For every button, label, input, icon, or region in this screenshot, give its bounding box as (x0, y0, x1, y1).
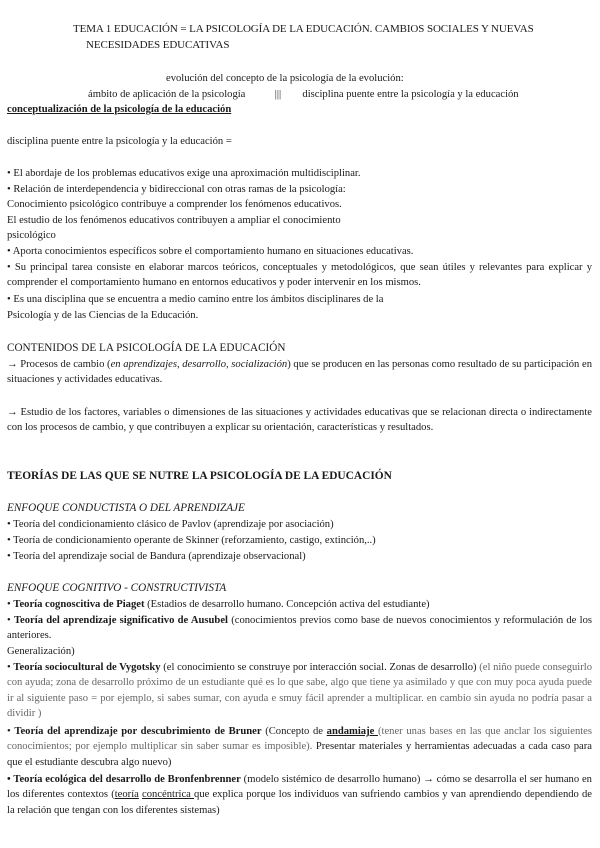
separator: ||| (274, 89, 282, 100)
cognitivo-item-5 (7, 772, 592, 818)
contenidos-heading: CONTENIDOS DE LA PSICOLOGÍA DE LA EDUCACIÓN (7, 342, 286, 354)
bullet-5b: Psicología y de las Ciencias de la Educación. (7, 310, 199, 321)
teoria-term: teoría (114, 789, 139, 801)
contenidos-item-2: → Estudio de los factores, variables o dimensiones de las situaciones y actividades educativas que se relacionan directa o indirectamente con los procesos de cambio, y que contribuyen a explicar su orientación, características y resultados. (7, 407, 592, 434)
bullet-4: • Su principal tarea consiste en elaborar marcos teóricos, conceptuales y metodológicos, que sean útiles y relevantes para explicar y comprender el comportamiento humano en entornos educativos y poder intervenir en los mismos. (7, 262, 592, 289)
bruner-desc-1: (Concepto de (261, 726, 327, 737)
bullet-2: • Relación de interdependencia y bidireccional con otras ramas de la psicología: (7, 184, 346, 195)
bronfenbrenner-desc-2: que explica porque los individuos van sufriendo cambios y van aprendiendo dependiendo de la relación que tengan con los diferentes sistemas) (7, 789, 593, 816)
vygotsky-desc: (el conocimiento se construye por interacción social. Zonas de desarrollo) (160, 662, 477, 673)
vygotsky-note: (el niño puede conseguirlo con ayuda; zona de desarrollo próximo de un estudiante qué es lo que sabe, algo que tiene ya asimilado y que con muy poca ayuda puede ir al siguiente paso = por ejemplo, si sabes sumar, con ayuda e smuy fácil aprender a multiplicar. en cambio sin ayuda no podría pasar a dividir ) (7, 662, 593, 720)
conductista-item-1: • Teoría del condicionamiento clásico de Pavlov (aprendizaje por asociación) (7, 519, 334, 530)
bullet-glyph: • (7, 615, 14, 626)
bullet-3: • Aporta conocimientos específicos sobre el comportamiento humano en situaciones educativas. (7, 246, 414, 257)
bullet-glyph: • (7, 726, 15, 737)
c1-post: ) que se producen en las personas como resultado de su participación en situaciones y actividades educativas. (7, 359, 592, 386)
cognitivo-item-3 (7, 660, 592, 722)
evolucion-line: evolución del concepto de la psicología de la evolución: (166, 73, 404, 84)
bronfenbrenner-desc-1: (modelo sistémico de desarrollo humano) → cómo se desarrolla el ser humano en los diferentes contextos ( (7, 774, 592, 801)
cognitivo-item-2 (7, 613, 592, 644)
conductista-item-2: • Teoría de condicionamiento operante de Skinner (reforzamiento, castigo, extinción,..) (7, 535, 376, 546)
bullet-2b: El estudio de los fenómenos educativos contribuyen a ampliar el conocimiento (7, 215, 341, 226)
cognitivo-item-1 (7, 597, 430, 612)
piaget-desc: (Estadios de desarrollo humano. Concepción activa del estudiante) (144, 599, 430, 610)
piaget-name: Teoría cognoscitiva de Piaget (13, 599, 145, 610)
bullet-glyph: • (7, 662, 14, 673)
vygotsky-name: Teoría sociocultural de Vygotsky (13, 662, 161, 673)
bullet-glyph: • (7, 599, 14, 610)
bruner-name: Teoría del aprendizaje por descubrimiento de Bruner (14, 726, 262, 737)
conceptualizacion-heading: conceptualización de la psicología de la educación (7, 104, 232, 115)
andamiaje-term: andamiaje (326, 726, 378, 737)
title-line-2: NECESIDADES EDUCATIVAS (86, 39, 230, 51)
teorias-heading: TEORÍAS DE LAS QUE SE NUTRE LA PSICOLOGÍA DE LA EDUCACIÓN (7, 470, 392, 482)
bullet-1: • El abordaje de los problemas educativos exige una aproximación multidisciplinar. (7, 168, 361, 179)
bruner-desc-2: Presentar materiales y herramientas adecuadas a cada caso para que el estudiante descubra algo nuevo) (7, 741, 592, 768)
conductista-heading: ENFOQUE CONDUCTISTA O DEL APRENDIZAJE (7, 502, 245, 514)
bullet-2c: psicológico (7, 230, 56, 241)
bullet-5: • Es una disciplina que se encuentra a medio camino entre los ámbitos disciplinares de la (7, 294, 384, 305)
ausubel-desc: (conocimientos previos como base de nuevos conocimientos y reformulación de los anteriores. (7, 615, 592, 642)
bullet-glyph: • (7, 774, 14, 785)
ambito-line (88, 87, 519, 102)
disciplina-top-text: disciplina puente entre la psicología y la educación (302, 89, 519, 100)
disciplina-eq-line: disciplina puente entre la psicología y la educación = (7, 136, 232, 147)
conductista-item-3: • Teoría del aprendizaje social de Bandura (aprendizaje observacional) (7, 551, 306, 562)
cognitivo-heading: ENFOQUE COGNITIVO - CONSTRUCTIVISTA (7, 582, 227, 594)
bruner-note: (tener unas bases en las que anclar los siguientes conocimientos; por ejemplo multiplicar sin saber sumar es imposible). (7, 726, 593, 753)
ausubel-name: Teoría del aprendizaje significativo de Ausubel (13, 615, 228, 626)
cognitivo-item-2-cont: Generalización) (7, 646, 75, 657)
c1-italic: en aprendizajes, desarrollo, socialización (110, 359, 288, 370)
cognitivo-item-4 (7, 724, 592, 770)
bronfenbrenner-name: Teoría ecológica del desarrollo de Bronfenbrenner (13, 774, 241, 785)
contenidos-item-1 (7, 357, 592, 388)
c1-pre: → Procesos de cambio ( (7, 359, 111, 370)
ambito-text: ámbito de aplicación de la psicología (88, 89, 246, 100)
concentrica-term: concéntrica (142, 789, 195, 801)
title-line-1: TEMA 1 EDUCACIÓN = LA PSICOLOGÍA DE LA EDUCACIÓN. CAMBIOS SOCIALES Y NUEVAS (73, 23, 534, 35)
bullet-2a: Conocimiento psicológico contribuye a comprender los fenómenos educativos. (7, 199, 342, 210)
